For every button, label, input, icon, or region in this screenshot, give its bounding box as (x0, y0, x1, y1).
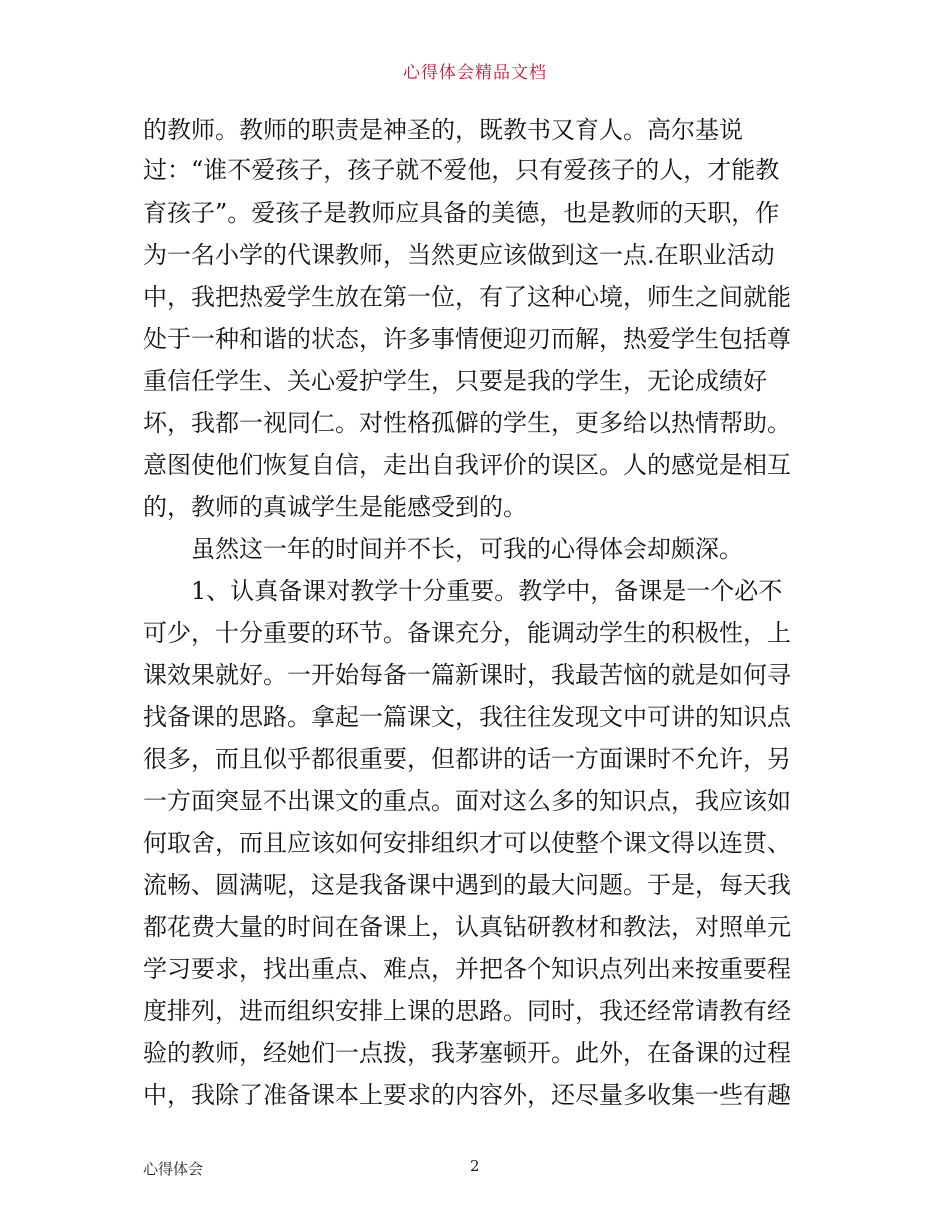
body-line: 虽然这一年的时间并不长，可我的心得体会却颇深。 (191, 535, 743, 563)
body-line: 意图使他们恢复自信，走出自我评价的误区。人的感觉是相互 (143, 451, 791, 479)
body-line: 中，我把热爱学生放在第一位，有了这种心境，师生之间就能 (143, 283, 791, 311)
footer-label: 心得体会 (143, 1160, 204, 1178)
body-line: 的，教师的真诚学生是能感受到的。 (143, 493, 527, 521)
body-line: 中，我除了准备课本上要求的内容外，还尽量多收集一些有趣 (143, 1081, 791, 1109)
body-line: 坏，我都一视同仁。对性格孤僻的学生，更多给以热情帮助。 (143, 409, 791, 437)
body-line: 育孩子”。爱孩子是教师应具备的美德，也是教师的天职，作 (143, 199, 780, 227)
body-line: 验的教师，经她们一点拨，我茅塞顿开。此外，在备课的过程 (143, 1039, 791, 1067)
body-line: 处于一种和谐的状态，许多事情便迎刃而解，热爱学生包括尊 (143, 325, 791, 353)
body-line: 何取舍，而且应该如何安排组织才可以使整个课文得以连贯、 (143, 829, 791, 857)
body-line: 过：“谁不爱孩子，孩子就不爱他，只有爱孩子的人，才能教 (143, 156, 780, 184)
body-line: 很多，而且似乎都很重要，但都讲的话一方面课时不允许，另 (143, 745, 791, 773)
body-line: 学习要求，找出重点、难点，并把各个知识点列出来按重要程 (143, 955, 791, 983)
body-line: 度排列，进而组织安排上课的思路。同时，我还经常请教有经 (143, 997, 791, 1025)
body-line: 课效果就好。一开始每备一篇新课时，我最苦恼的就是如何寻 (143, 661, 791, 689)
body-line: 可少，十分重要的环节。备课充分，能调动学生的积极性，上 (143, 619, 791, 647)
body-line: 一方面突显不出课文的重点。面对这么多的知识点，我应该如 (143, 787, 791, 815)
page-number: 2 (470, 1157, 480, 1175)
document-header-title: 心得体会精品文档 (403, 63, 547, 83)
body-line: 的教师。教师的职责是神圣的，既教书又育人。高尔基说 (143, 116, 743, 144)
body-line: 找备课的思路。拿起一篇课文，我往往发现文中可讲的知识点 (143, 703, 791, 731)
body-line: 流畅、圆满呢，这是我备课中遇到的最大问题。于是，每天我 (143, 871, 791, 899)
body-line: 1、认真备课对教学十分重要。教学中，备课是一个必不 (191, 577, 783, 605)
body-line: 都花费大量的时间在备课上，认真钻研教材和教法，对照单元 (143, 913, 791, 941)
body-line: 为一名小学的代课教师，当然更应该做到这一点.在职业活动 (143, 241, 775, 269)
body-line: 重信任学生、关心爱护学生，只要是我的学生，无论成绩好 (143, 367, 767, 395)
